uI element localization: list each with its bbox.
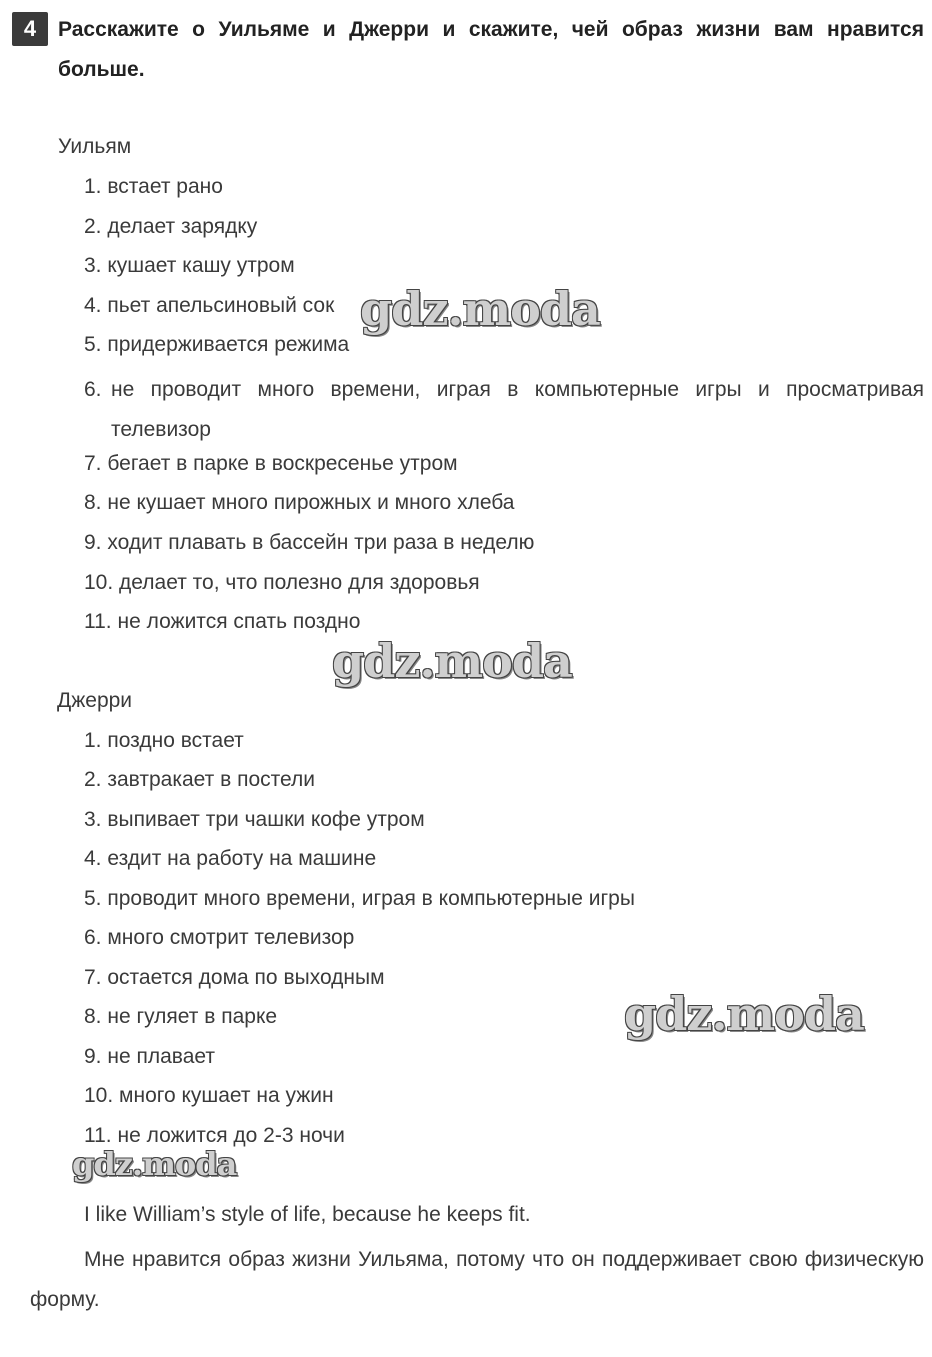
list-item: 3. выпивает три чашки кофе утром (84, 808, 425, 831)
list-item: 4. пьет апельсиновый сок (84, 294, 335, 317)
answer-russian: Мне нравится образ жизни Уильяма, потому что он поддерживает свою физическую форму. (30, 1248, 924, 1311)
list-item: 10. делает то, что полезно для здоровья (84, 571, 480, 594)
task-instruction: Расскажите о Уильяме и Джерри и скажите, чей образ жизни вам нравится больше. (58, 18, 924, 81)
list-item: 2. делает зарядку (84, 215, 258, 238)
list-item: 8. не гуляет в парке (84, 1005, 278, 1028)
list-item: 9. ходит плавать в бассейн три раза в неделю (84, 531, 535, 554)
task-number-badge: 4 (12, 12, 48, 46)
list-item: 5. придерживается режима (84, 333, 350, 356)
list-item: 7. бегает в парке в воскресенье утром (84, 452, 458, 475)
william-heading: Уильям (58, 135, 132, 158)
watermark-logo: gdz.moda (332, 634, 572, 688)
list-item: 1. встает рано (84, 175, 223, 198)
list-item: 3. кушает кашу утром (84, 254, 295, 277)
list-item: 1. поздно встает (84, 729, 244, 752)
watermark-logo: gdz.moda (72, 1145, 237, 1183)
list-item: 6. не проводит много времени, играя в компьютерные игры и просматривая телевизор (84, 378, 924, 441)
watermark-logo: gdz.moda (360, 282, 600, 336)
list-item: 10. много кушает на ужин (84, 1084, 334, 1107)
list-item: 11. не ложится до 2-3 ночи (84, 1124, 345, 1147)
list-item: 5. проводит много времени, играя в компьютерные игры (84, 887, 635, 910)
list-item: 4. ездит на работу на машине (84, 847, 377, 870)
list-item: 2. завтракает в постели (84, 768, 315, 791)
answer-english: I like William’s style of life, because he keeps fit. (84, 1203, 531, 1226)
watermark-logo: gdz.moda (624, 987, 864, 1041)
list-item: 8. не кушает много пирожных и много хлеба (84, 491, 515, 514)
list-item: 9. не плавает (84, 1045, 215, 1068)
list-item: 11. не ложится спать поздно (84, 610, 361, 633)
jerry-heading: Джерри (57, 689, 133, 712)
list-item: 6. много смотрит телевизор (84, 926, 355, 949)
list-item: 7. остается дома по выходным (84, 966, 385, 989)
